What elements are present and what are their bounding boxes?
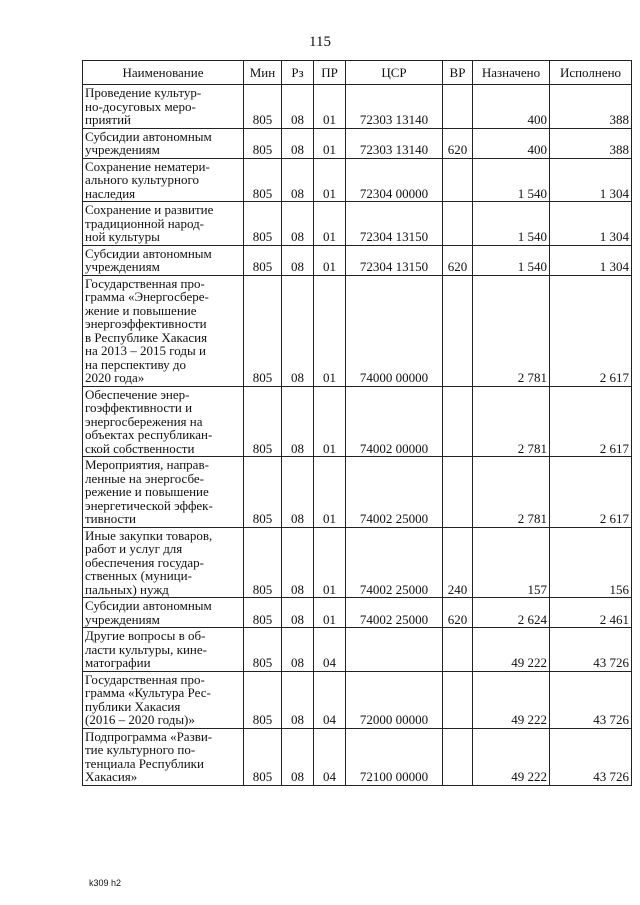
cell-csr: 72100 00000 bbox=[346, 728, 443, 785]
cell-name: Обеспечение энер- гоэффективности и энергосбережения на объектах республикан- ской собственности bbox=[83, 386, 244, 457]
cell-pr: 01 bbox=[314, 85, 346, 129]
cell-executed: 43 726 bbox=[550, 671, 632, 728]
cell-assigned: 2 624 bbox=[473, 598, 550, 628]
cell-csr: 74002 25000 bbox=[346, 457, 443, 528]
cell-min: 805 bbox=[244, 598, 282, 628]
cell-executed: 388 bbox=[550, 128, 632, 158]
cell-csr: 74002 25000 bbox=[346, 527, 443, 598]
header-name: Наименование bbox=[83, 61, 244, 85]
page-number: 115 bbox=[309, 34, 331, 50]
cell-assigned: 49 222 bbox=[473, 628, 550, 672]
cell-name: Сохранение и развитие традиционной народ- ной культуры bbox=[83, 202, 244, 246]
header-rz: Рз bbox=[282, 61, 314, 85]
table-row bbox=[83, 202, 632, 246]
cell-assigned: 2 781 bbox=[473, 386, 550, 457]
cell-vr bbox=[443, 628, 473, 672]
table-row bbox=[83, 671, 632, 728]
cell-pr: 01 bbox=[314, 386, 346, 457]
cell-executed: 388 bbox=[550, 85, 632, 129]
cell-min: 805 bbox=[244, 671, 282, 728]
cell-name: Другие вопросы в об- ласти культуры, кине- матографии bbox=[83, 628, 244, 672]
cell-rz: 08 bbox=[282, 158, 314, 202]
cell-assigned: 49 222 bbox=[473, 671, 550, 728]
cell-assigned: 2 781 bbox=[473, 457, 550, 528]
cell-vr bbox=[443, 158, 473, 202]
cell-executed: 43 726 bbox=[550, 628, 632, 672]
table-header-row bbox=[83, 61, 632, 85]
table-row bbox=[83, 128, 632, 158]
header-executed: Исполнено bbox=[550, 61, 632, 85]
cell-csr: 74002 25000 bbox=[346, 598, 443, 628]
cell-pr: 01 bbox=[314, 245, 346, 275]
cell-executed: 1 304 bbox=[550, 202, 632, 246]
cell-assigned: 1 540 bbox=[473, 245, 550, 275]
cell-rz: 08 bbox=[282, 386, 314, 457]
cell-rz: 08 bbox=[282, 598, 314, 628]
table-row bbox=[83, 728, 632, 785]
cell-pr: 01 bbox=[314, 527, 346, 598]
cell-vr bbox=[443, 275, 473, 386]
cell-min: 805 bbox=[244, 275, 282, 386]
cell-name: Государственная про- грамма «Энергосбере- жение и повышение энергоэффективности в Республике Хакасия на 2013 – 2015 годы и на перспективу до 2020 года» bbox=[83, 275, 244, 386]
header-min: Мин bbox=[244, 61, 282, 85]
cell-executed: 1 304 bbox=[550, 158, 632, 202]
table-row bbox=[83, 628, 632, 672]
cell-name: Субсидии автономным учреждениям bbox=[83, 128, 244, 158]
cell-rz: 08 bbox=[282, 245, 314, 275]
cell-pr: 04 bbox=[314, 628, 346, 672]
cell-vr bbox=[443, 728, 473, 785]
cell-vr bbox=[443, 386, 473, 457]
cell-pr: 04 bbox=[314, 728, 346, 785]
cell-vr: 620 bbox=[443, 128, 473, 158]
table-row bbox=[83, 386, 632, 457]
cell-rz: 08 bbox=[282, 457, 314, 528]
table-row bbox=[83, 85, 632, 129]
cell-assigned: 1 540 bbox=[473, 158, 550, 202]
cell-rz: 08 bbox=[282, 128, 314, 158]
cell-pr: 01 bbox=[314, 598, 346, 628]
cell-csr: 72304 00000 bbox=[346, 158, 443, 202]
cell-vr: 620 bbox=[443, 245, 473, 275]
header-assigned: Назначено bbox=[473, 61, 550, 85]
cell-min: 805 bbox=[244, 245, 282, 275]
cell-rz: 08 bbox=[282, 628, 314, 672]
cell-name: Подпрограмма «Разви- тие культурного по- тенциала Республики Хакасия» bbox=[83, 728, 244, 785]
cell-name: Государственная про- грамма «Культура Рес- публики Хакасия (2016 – 2020 годы)» bbox=[83, 671, 244, 728]
cell-csr: 72303 13140 bbox=[346, 85, 443, 129]
cell-pr: 01 bbox=[314, 128, 346, 158]
cell-vr bbox=[443, 202, 473, 246]
cell-vr bbox=[443, 85, 473, 129]
table-row bbox=[83, 598, 632, 628]
cell-csr: 72304 13150 bbox=[346, 202, 443, 246]
cell-rz: 08 bbox=[282, 202, 314, 246]
cell-min: 805 bbox=[244, 386, 282, 457]
cell-csr: 72303 13140 bbox=[346, 128, 443, 158]
header-vr: ВР bbox=[443, 61, 473, 85]
cell-executed: 156 bbox=[550, 527, 632, 598]
header-pr: ПР bbox=[314, 61, 346, 85]
cell-csr: 74002 00000 bbox=[346, 386, 443, 457]
cell-rz: 08 bbox=[282, 671, 314, 728]
cell-name: Мероприятия, направ- ленные на энергосбе- режение и повышение энергетической эффек- тивности bbox=[83, 457, 244, 528]
cell-executed: 2 617 bbox=[550, 275, 632, 386]
cell-rz: 08 bbox=[282, 85, 314, 129]
cell-pr: 04 bbox=[314, 671, 346, 728]
cell-pr: 01 bbox=[314, 275, 346, 386]
cell-min: 805 bbox=[244, 628, 282, 672]
cell-csr bbox=[346, 628, 443, 672]
cell-name: Субсидии автономным учреждениям bbox=[83, 245, 244, 275]
cell-vr bbox=[443, 457, 473, 528]
cell-name: Субсидии автономным учреждениям bbox=[83, 598, 244, 628]
cell-assigned: 49 222 bbox=[473, 728, 550, 785]
table-row bbox=[83, 245, 632, 275]
cell-min: 805 bbox=[244, 128, 282, 158]
cell-rz: 08 bbox=[282, 527, 314, 598]
footer-code: k309 h2 bbox=[89, 878, 122, 888]
cell-min: 805 bbox=[244, 728, 282, 785]
cell-vr: 240 bbox=[443, 527, 473, 598]
cell-rz: 08 bbox=[282, 728, 314, 785]
cell-executed: 2 617 bbox=[550, 386, 632, 457]
cell-name: Иные закупки товаров, работ и услуг для обеспечения государ- ственных (муници- пальных) нужд bbox=[83, 527, 244, 598]
header-csr: ЦСР bbox=[346, 61, 443, 85]
table-body bbox=[83, 85, 632, 786]
table-row bbox=[83, 527, 632, 598]
cell-rz: 08 bbox=[282, 275, 314, 386]
cell-min: 805 bbox=[244, 457, 282, 528]
cell-executed: 2 461 bbox=[550, 598, 632, 628]
cell-csr: 74000 00000 bbox=[346, 275, 443, 386]
cell-assigned: 157 bbox=[473, 527, 550, 598]
cell-assigned: 1 540 bbox=[473, 202, 550, 246]
table-row bbox=[83, 158, 632, 202]
cell-min: 805 bbox=[244, 85, 282, 129]
cell-assigned: 400 bbox=[473, 85, 550, 129]
cell-assigned: 400 bbox=[473, 128, 550, 158]
cell-min: 805 bbox=[244, 158, 282, 202]
budget-table bbox=[82, 60, 632, 786]
cell-executed: 2 617 bbox=[550, 457, 632, 528]
cell-pr: 01 bbox=[314, 158, 346, 202]
cell-name: Проведение культур- но-досуговых меро- приятий bbox=[83, 85, 244, 129]
cell-executed: 43 726 bbox=[550, 728, 632, 785]
cell-pr: 01 bbox=[314, 457, 346, 528]
table-row bbox=[83, 457, 632, 528]
cell-pr: 01 bbox=[314, 202, 346, 246]
cell-min: 805 bbox=[244, 527, 282, 598]
cell-assigned: 2 781 bbox=[473, 275, 550, 386]
cell-csr: 72000 00000 bbox=[346, 671, 443, 728]
cell-vr bbox=[443, 671, 473, 728]
cell-name: Сохранение нематери- ального культурного наследия bbox=[83, 158, 244, 202]
cell-min: 805 bbox=[244, 202, 282, 246]
cell-vr: 620 bbox=[443, 598, 473, 628]
cell-csr: 72304 13150 bbox=[346, 245, 443, 275]
cell-executed: 1 304 bbox=[550, 245, 632, 275]
table-row bbox=[83, 275, 632, 386]
